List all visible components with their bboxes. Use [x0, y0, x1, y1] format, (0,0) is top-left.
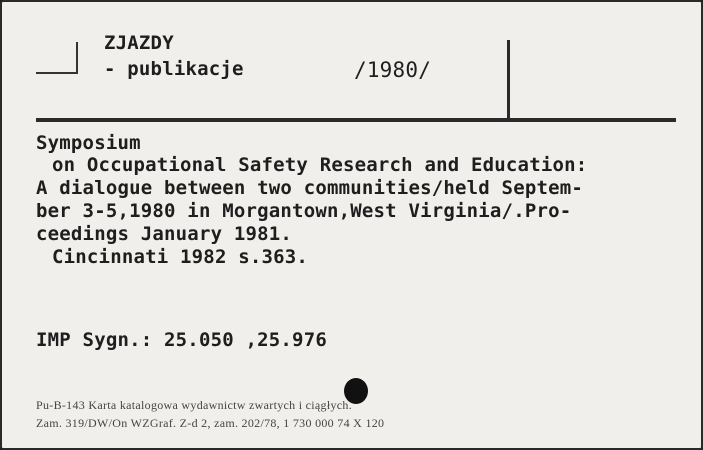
entry-title: Symposium	[36, 132, 141, 154]
entry-imprint: Cincinnati 1982 s.363.	[52, 246, 309, 268]
form-footer-line2: Zam. 319/DW/On WZGraf. Z-d 2, zam. 202/78, 1 730 000 74 X 120	[36, 416, 385, 430]
entry-line: on Occupational Safety Research and Education:	[52, 154, 588, 176]
header-rule	[36, 118, 676, 122]
category-heading: ZJAZDY	[104, 32, 174, 54]
form-footer-line1: Pu-B-143 Karta katalogowa wydawnictw zwartych i ciągłych.	[36, 398, 353, 412]
corner-mark-horizontal	[36, 72, 78, 74]
entry-line: ceedings January 1981.	[36, 223, 293, 245]
corner-mark-vertical	[76, 42, 78, 74]
entry-line: A dialogue between two communities/held Septem-	[36, 177, 584, 199]
entry-line: ber 3-5,1980 in Morgantown,West Virginia/.Pro-	[36, 200, 572, 222]
subcategory-heading: - publikacje	[104, 58, 244, 80]
header-divider-vertical	[507, 40, 510, 118]
year-label: /1980/	[354, 58, 432, 82]
call-number: IMP Sygn.: 25.050 ,25.976	[36, 329, 327, 351]
